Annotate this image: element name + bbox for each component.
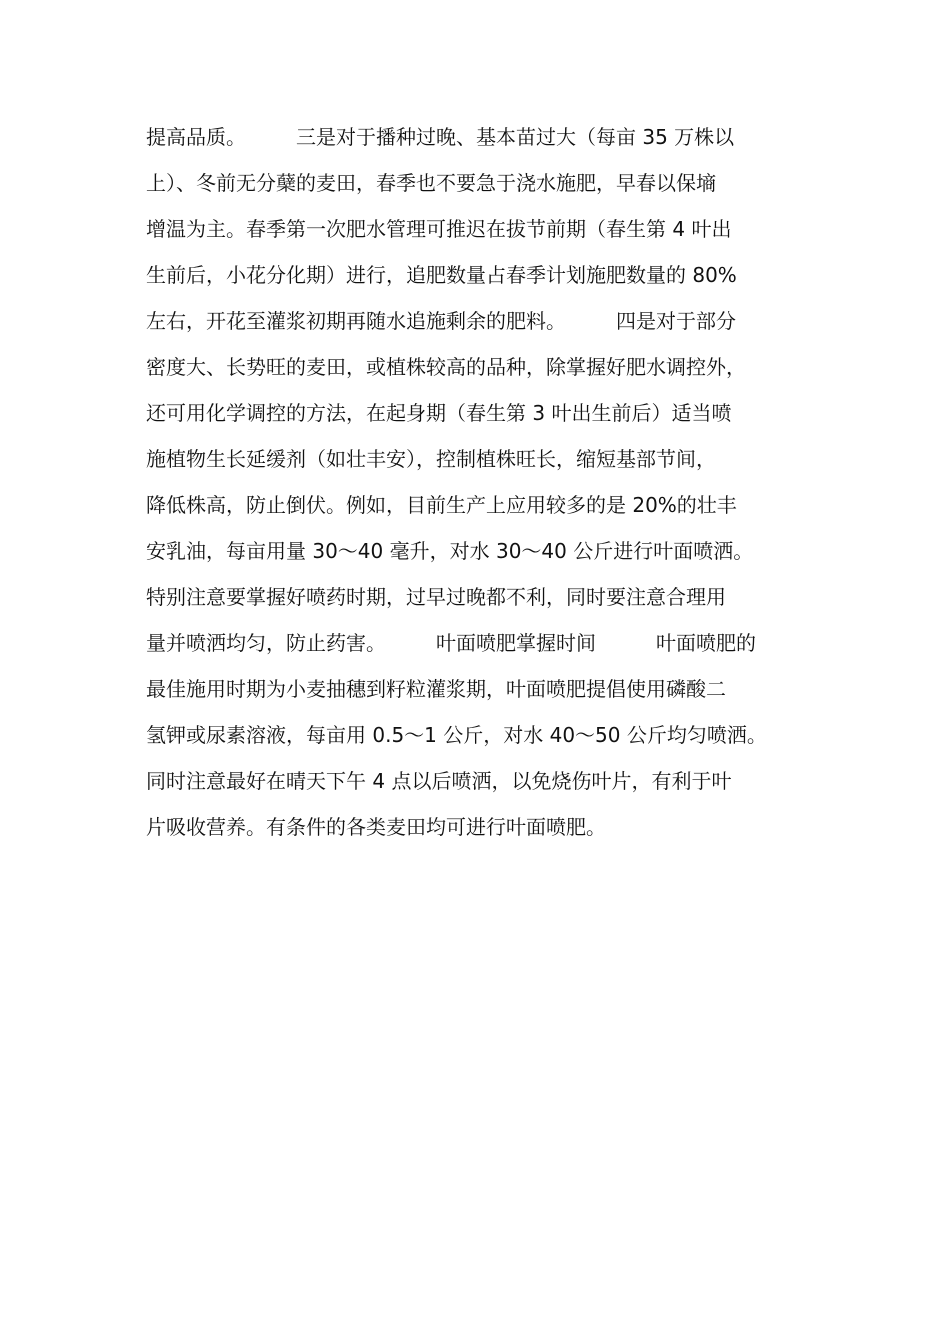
text-line: 提高品质。 三是对于播种过晚、基本苗过大（每亩 35 万株以 bbox=[146, 125, 735, 149]
text-line: 增温为主。春季第一次肥水管理可推迟在拔节前期（春生第 4 叶出 bbox=[146, 217, 732, 241]
text-line: 降低株高，防止倒伏。例如，目前生产上应用较多的是 20%的壮丰 bbox=[146, 493, 737, 517]
text-line: 氢钾或尿素溶液，每亩用 0.5～1 公斤，对水 40～50 公斤均匀喷洒。 bbox=[146, 723, 767, 747]
text-line: 上）、冬前无分蘖的麦田，春季也不要急于浇水施肥，早春以保墒 bbox=[146, 171, 716, 195]
text-line: 还可用化学调控的方法，在起身期（春生第 3 叶出生前后）适当喷 bbox=[146, 401, 732, 425]
text-line: 量并喷洒均匀，防止药害。 叶面喷肥掌握时间 叶面喷肥的 bbox=[146, 631, 756, 655]
body-text bbox=[146, 114, 826, 850]
text-line: 左右，开花至灌浆初期再随水追施剩余的肥料。 四是对于部分 bbox=[146, 309, 736, 333]
text-line: 片吸收营养。有条件的各类麦田均可进行叶面喷肥。 bbox=[146, 815, 606, 839]
text-line: 最佳施用时期为小麦抽穗到籽粒灌浆期，叶面喷肥提倡使用磷酸二 bbox=[146, 677, 726, 701]
text-line: 生前后，小花分化期）进行，追肥数量占春季计划施肥数量的 80% bbox=[146, 263, 737, 287]
text-line: 同时注意最好在晴天下午 4 点以后喷洒，以免烧伤叶片，有利于叶 bbox=[146, 769, 732, 793]
text-line: 施植物生长延缓剂（如壮丰安），控制植株旺长，缩短基部节间， bbox=[146, 447, 716, 471]
text-line: 密度大、长势旺的麦田，或植株较高的品种，除掌握好肥水调控外， bbox=[146, 355, 746, 379]
text-line: 安乳油，每亩用量 30～40 毫升，对水 30～40 公斤进行叶面喷洒。 bbox=[146, 539, 754, 563]
text-line: 特别注意要掌握好喷药时期，过早过晚都不利，同时要注意合理用 bbox=[146, 585, 726, 609]
